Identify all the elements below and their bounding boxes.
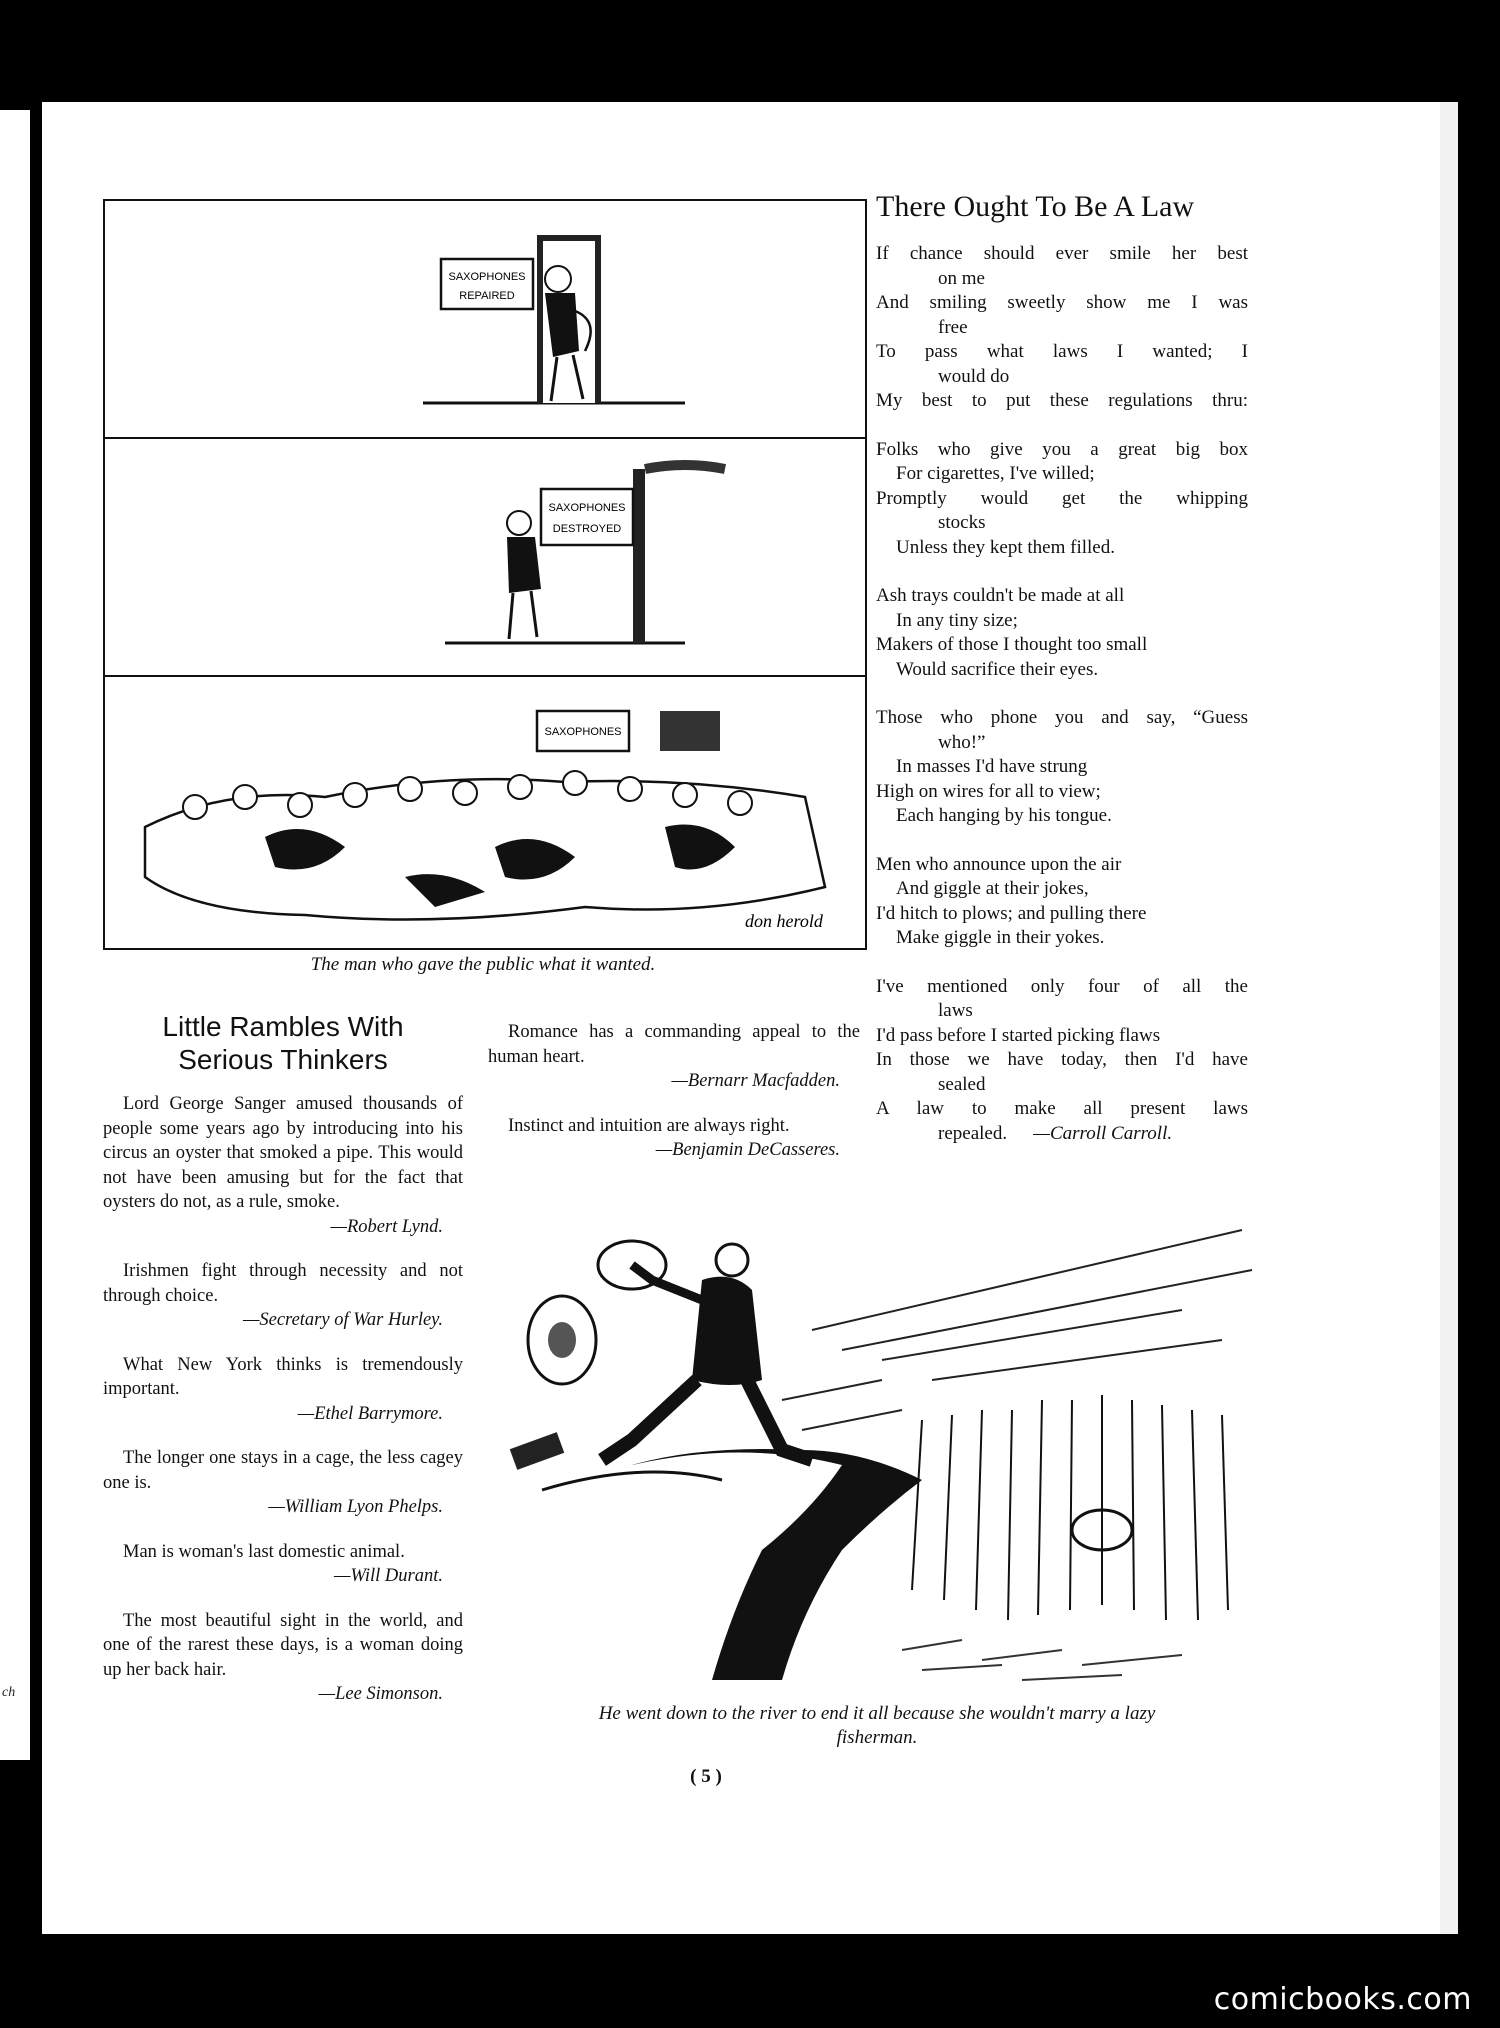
panel-2-drawing xyxy=(105,439,865,675)
rambles-quotes-left-column xyxy=(103,1092,463,1727)
panel-1-drawing xyxy=(105,201,865,437)
poem-line: My best to put these regulations thru: xyxy=(876,390,1248,411)
sign-destroyed-line1: SAXOPHONES xyxy=(548,502,626,514)
poem-line: Makers of those I thought too small xyxy=(876,634,1148,655)
quote-author: —Secretary of War Hurley. xyxy=(242,1310,443,1330)
poem-stanza-2 xyxy=(876,438,1248,561)
poem-line: free xyxy=(938,316,968,338)
quote-text: Instinct and intuition are always right. xyxy=(508,1115,790,1136)
cartoon-panel-2 xyxy=(105,439,865,677)
quote-item xyxy=(103,1092,463,1239)
watermark: comicbooks.com xyxy=(1213,1982,1472,2017)
quote-item xyxy=(488,1020,860,1094)
poem-line: Make giggle in their yokes. xyxy=(896,927,1105,948)
fisherman-illustration xyxy=(482,1210,1262,1690)
rambles-title-line-1: Little Rambles With xyxy=(162,1011,404,1042)
poem-stanza-6 xyxy=(876,975,1248,1147)
poem-line: Each hanging by his tongue. xyxy=(896,805,1112,826)
sign-repaired-line1: SAXOPHONES xyxy=(448,271,526,283)
poem-title: There Ought To Be A Law xyxy=(876,190,1195,223)
page-binding-rim xyxy=(1440,102,1458,1934)
sign-repaired-line2: REPAIRED xyxy=(459,290,515,302)
quote-item xyxy=(103,1353,463,1427)
poem-line: I'd pass before I started picking flaws xyxy=(876,1024,1161,1046)
quote-author: —Lee Simonson. xyxy=(318,1684,443,1704)
poem-stanza-5 xyxy=(876,853,1248,951)
poem-line: And giggle at their jokes, xyxy=(896,878,1089,899)
quote-text: Romance has a commanding appeal to the human heart. xyxy=(488,1022,860,1067)
poem-line: I'd hitch to plows; and pulling there xyxy=(876,902,1147,924)
panel-3-crowd-drawing xyxy=(105,677,865,948)
poem-line: In any tiny size; xyxy=(896,609,1018,631)
quote-author: —Robert Lynd. xyxy=(330,1216,443,1237)
poem-line: on me xyxy=(938,267,985,289)
poem-line: Unless they kept them filled. xyxy=(896,536,1115,558)
quote-text: Man is woman's last domestic animal. xyxy=(123,1541,405,1562)
poem-line: Folks who give you a great big box xyxy=(876,438,1248,460)
poem-line: To pass what laws I wanted; I xyxy=(876,341,1248,362)
quote-text: Irishmen fight through necessity and not through choice. xyxy=(103,1261,463,1306)
poem-line: I've mentioned only four of all the xyxy=(876,975,1248,997)
poem-line: sealed xyxy=(938,1073,986,1095)
quote-author: —Ethel Barrymore. xyxy=(297,1403,443,1424)
rambles-title-line-2: Serious Thinkers xyxy=(178,1044,388,1075)
poem-line: And smiling sweetly show me I was xyxy=(876,292,1248,313)
poem-body xyxy=(876,242,1248,1170)
poem-line: In masses I'd have strung xyxy=(896,756,1088,777)
poem-last-line xyxy=(876,1122,1248,1147)
poem-stanza-4 xyxy=(876,706,1248,829)
quote-item xyxy=(103,1259,463,1333)
poem-line: A law to make all present laws xyxy=(876,1098,1248,1119)
poem-line: Ash trays couldn't be made at all xyxy=(876,585,1125,606)
sign-destroyed-crowd: SAXOPHONES xyxy=(544,726,622,738)
quote-author: —Benjamin DeCasseres. xyxy=(655,1140,840,1160)
quote-text: The most beautiful sight in the world, and one of the rarest these days, is a woman doing up her back hair. xyxy=(103,1610,463,1680)
quote-item xyxy=(103,1609,463,1707)
rambles-title xyxy=(103,1010,463,1076)
sign-destroyed-line2: DESTROYED xyxy=(552,523,622,535)
poem-author: —Carroll Carroll. xyxy=(1033,1122,1173,1144)
saxophone-cartoon xyxy=(103,199,867,950)
poem-line: Would sacrifice their eyes. xyxy=(896,658,1099,680)
poem-line: If chance should ever smile her best xyxy=(876,243,1248,264)
page-number: ( 5 ) xyxy=(690,1766,722,1787)
cartoon-caption: The man who gave the public what it wanted. xyxy=(310,954,656,975)
poem-line: Promptly would get the whipping xyxy=(876,487,1248,509)
poem-line: For cigarettes, I've willed; xyxy=(896,463,1095,484)
poem-line: would do xyxy=(938,365,1010,387)
quote-author: —William Lyon Phelps. xyxy=(268,1497,443,1517)
cartoon-panel-3 xyxy=(105,677,865,948)
quote-item xyxy=(103,1540,463,1589)
poem-line: who!” xyxy=(938,731,986,753)
poem-line: High on wires for all to view; xyxy=(876,780,1101,802)
poem-line: repealed. xyxy=(938,1122,1008,1144)
poem-line: In those we have today, then I'd have xyxy=(876,1049,1248,1070)
poem-line: stocks xyxy=(938,512,986,533)
quote-text: Lord George Sanger amused thousands of people some years ago by introducing into his circus an oyster that smoked a pipe. This would not have been amusing but for the fact that oysters do not, as a rule, smoke. xyxy=(103,1094,463,1212)
magazine-page xyxy=(42,102,1440,1934)
quote-author: —Will Durant. xyxy=(334,1566,443,1586)
poem-stanza-1 xyxy=(876,242,1248,414)
fisherman-caption: He went down to the river to end it all because she wouldn't marry a lazy fisherman. xyxy=(598,1703,1156,1748)
poem-line: Those who phone you and say, “Guess xyxy=(876,707,1248,728)
quote-item xyxy=(488,1114,860,1163)
poem-line: laws xyxy=(938,1000,973,1021)
quote-item xyxy=(103,1446,463,1520)
quote-author: —Bernarr Macfadden. xyxy=(671,1071,840,1091)
poem-stanza-3 xyxy=(876,584,1248,682)
previous-page-edge xyxy=(0,110,30,1760)
artist-signature: don herold xyxy=(745,911,823,931)
cartoon-panel-1 xyxy=(105,201,865,439)
quote-text: What New York thinks is tremendously important. xyxy=(103,1354,463,1399)
poem-line: Men who announce upon the air xyxy=(876,853,1122,875)
rambles-quotes-middle-column xyxy=(488,1020,860,1183)
quote-text: The longer one stays in a cage, the less cagey one is. xyxy=(103,1448,463,1493)
previous-page-fragment: ch xyxy=(2,1685,16,1700)
